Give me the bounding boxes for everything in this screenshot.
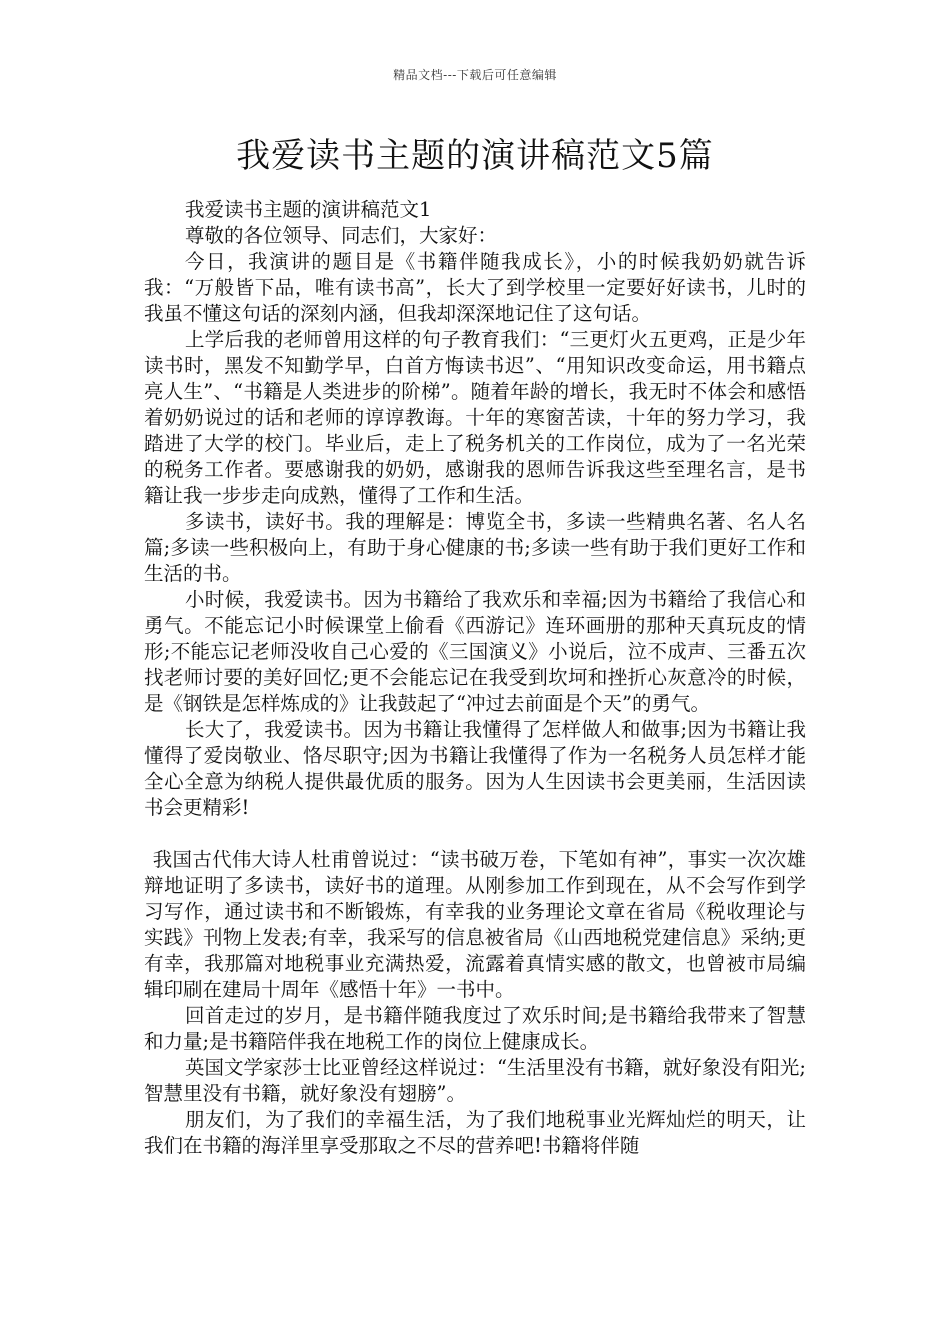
document-body: [144, 197, 806, 1159]
body-paragraph: 我国古代伟大诗人杜甫曾说过：“读书破万卷，下笔如有神”，事实一次次雄辩地证明了多读书，读好书的道理。从刚参加工作到现在，从不会写作到学习写作，通过读书和不断锻炼，有幸我的业务理论文章在省局《税收理论与实践》刊物上发表;有幸，我采写的信息被省局《山西地税党建信息》采纳;更有幸，我那篇对地税事业充满热爱，流露着真情实感的散文，也曾被市局编辑印刷在建局十周年《感悟十年》一书中。: [144, 848, 806, 1001]
paragraph-gap: [144, 821, 806, 847]
body-paragraph: 今日，我演讲的题目是《书籍伴随我成长》，小的时候我奶奶就告诉我：“万般皆下品，唯有读书高”，长大了到学校里一定要好好读书，儿时的我虽不懂这句话的深刻内涵，但我却深深地记住了这句话。: [144, 250, 806, 325]
body-paragraph: 多读书，读好书。我的理解是：博览全书，多读一些精典名著、名人名篇;多读一些积极向上，有助于身心健康的书;多读一些有助于我们更好工作和生活的书。: [144, 510, 806, 585]
body-paragraph: 回首走过的岁月，是书籍伴随我度过了欢乐时间;是书籍给我带来了智慧和力量;是书籍陪伴我在地税工作的岗位上健康成长。: [144, 1004, 806, 1053]
salutation: 尊敬的各位领导、同志们，大家好：: [184, 224, 497, 247]
body-paragraph: 小时候，我爱读书。因为书籍给了我欢乐和幸福;因为书籍给了我信心和勇气。不能忘记小时候课堂上偷看《西游记》连环画册的那种天真玩皮的情形;不能忘记老师没收自己心爱的《三国演义》小说后，泣不成声、三番五次找老师讨要的美好回忆;更不会能忘记在我受到坎坷和挫折心灰意冷的时候，是《钢铁是怎样炼成的》让我鼓起了“冲过去前面是个天”的勇气。: [144, 588, 806, 715]
page-header: 精品文档---下载后可任意编辑: [393, 68, 557, 82]
body-paragraph: 英国文学家莎士比亚曾经这样说过：“生活里没有书籍，就好象没有阳光;智慧里没有书籍，就好象没有翅膀”。: [144, 1056, 806, 1105]
section-heading: 我爱读书主题的演讲稿范文1: [184, 198, 432, 221]
body-paragraph: 上学后我的老师曾用这样的句子教育我们：“三更灯火五更鸡，正是少年读书时，黑发不知勤学早，白首方悔读书迟”、“用知识改变命运，用书籍点亮人生”、“书籍是人类进步的阶梯”。随着年龄的增长，我无时不体会和感悟着奶奶说过的话和老师的谆谆教诲。十年的寒窗苦读，十年的努力学习，我踏进了大学的校门。毕业后，走上了税务机关的工作岗位，成为了一名光荣的税务工作者。要感谢我的奶奶，感谢我的恩师告诉我这些至理名言，是书籍让我一步步走向成熟，懂得了工作和生活。: [144, 328, 806, 507]
body-paragraph: 朋友们，为了我们的幸福生活，为了我们地税事业光辉灿烂的明天，让我们在书籍的海洋里享受那取之不尽的营养吧!书籍将伴随: [144, 1108, 806, 1157]
body-paragraph: 长大了，我爱读书。因为书籍让我懂得了怎样做人和做事;因为书籍让我懂得了爱岗敬业、恪尽职守;因为书籍让我懂得了作为一名税务人员怎样才能全心全意为纳税人提供最优质的服务。因为人生因读书会更美丽，生活因读书会更精彩!: [144, 718, 806, 819]
document-title: 我爱读书主题的演讲稿范文5篇: [236, 136, 714, 176]
